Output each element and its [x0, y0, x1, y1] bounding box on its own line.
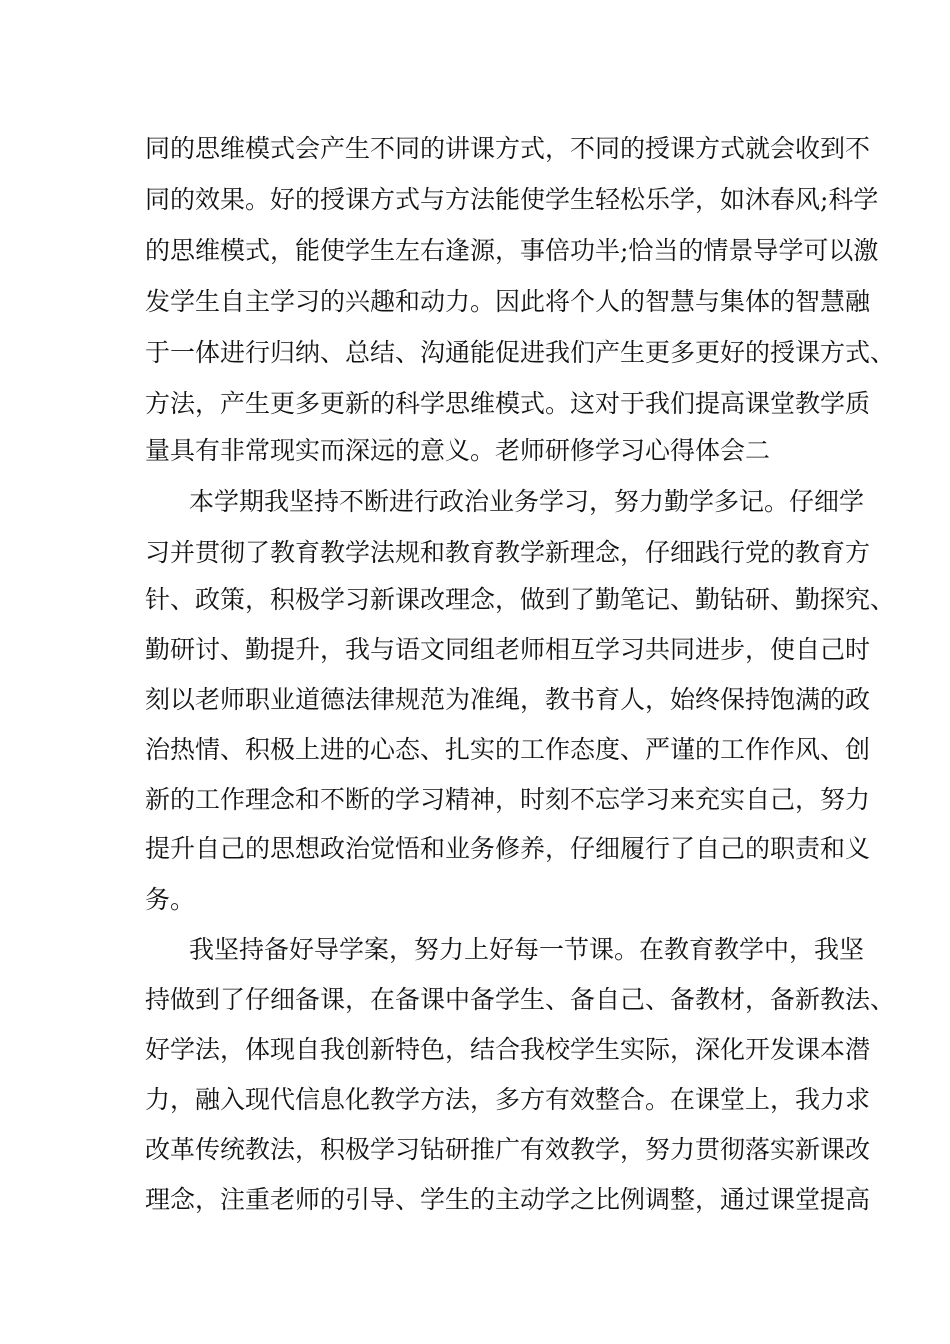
text-line: 持做到了仔细备课，在备课中备学生、备自己、备教材，备新教法、 — [145, 985, 896, 1014]
text-line: 改革传统教法，积极学习钻研推广有效教学，努力贯彻落实新课改 — [145, 1135, 871, 1164]
text-line: 于一体进行归纳、总结、沟通能促进我们产生更多更好的授课方式、 — [145, 338, 896, 367]
text-line: 我坚持备好导学案，努力上好每一节课。在教育教学中，我坚 — [189, 935, 865, 964]
text-line: 新的工作理念和不断的学习精神，时刻不忘学习来充实自己，努力 — [145, 785, 871, 814]
text-line: 提升自己的思想政治觉悟和业务修养，仔细履行了自己的职责和义 — [145, 834, 871, 863]
text-line: 刻以老师职业道德法律规范为准绳，教书育人，始终保持饱满的政 — [145, 685, 871, 714]
text-line: 理念，注重老师的引导、学生的主动学之比例调整，通过课堂提高 — [145, 1185, 871, 1214]
text-line: 力，融入现代信息化教学方法，多方有效整合。在课堂上，我力求 — [145, 1085, 871, 1114]
text-line: 务。 — [145, 885, 196, 914]
text-line: 发学生自主学习的兴趣和动力。因此将个人的智慧与集体的智慧融 — [145, 287, 871, 316]
text-line: 的思维模式，能使学生左右逢源，事倍功半;恰当的情景导学可以激 — [145, 236, 879, 265]
text-line: 同的思维模式会产生不同的讲课方式，不同的授课方式就会收到不 — [145, 134, 871, 163]
text-line: 本学期我坚持不断进行政治业务学习，努力勤学多记。仔细学 — [189, 487, 865, 516]
text-line: 针、政策，积极学习新课改理念，做到了勤笔记、勤钻研、勤探究、 — [145, 585, 896, 614]
text-line: 治热情、积极上进的心态、扎实的工作态度、严谨的工作作风、创 — [145, 735, 871, 764]
text-line: 同的效果。好的授课方式与方法能使学生轻松乐学，如沐春风;科学 — [145, 185, 879, 214]
text-line: 好学法，体现自我创新特色，结合我校学生实际，深化开发课本潜 — [145, 1035, 871, 1064]
text-line: 方法，产生更多更新的科学思维模式。这对于我们提高课堂教学质 — [145, 389, 871, 418]
text-line: 习并贯彻了教育教学法规和教育教学新理念，仔细践行党的教育方 — [145, 538, 871, 567]
text-line: 勤研讨、勤提升，我与语文同组老师相互学习共同进步，使自己时 — [145, 635, 871, 664]
text-line: 量具有非常现实而深远的意义。老师研修学习心得体会二 — [145, 436, 771, 465]
